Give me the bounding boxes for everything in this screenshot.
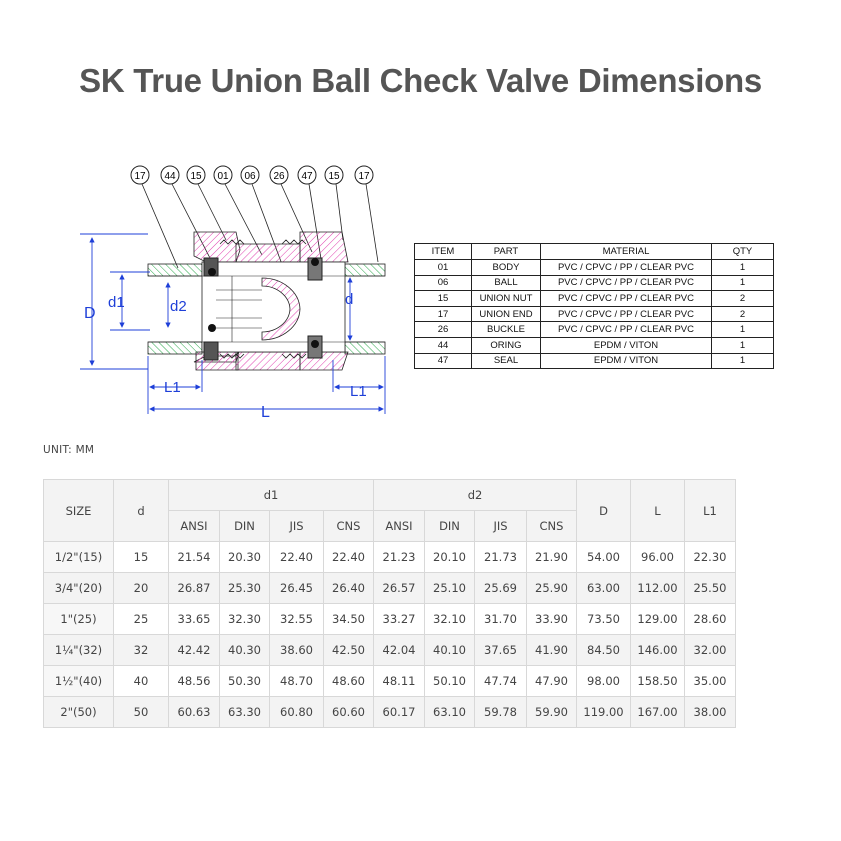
dims-cell-d1-jis: 26.45 <box>270 573 324 604</box>
dims-cell-D: 98.00 <box>577 666 631 697</box>
dims-cell-L: 146.00 <box>631 635 685 666</box>
dims-cell-d: 20 <box>114 573 169 604</box>
dims-cell-d: 32 <box>114 635 169 666</box>
parts-table-header <box>415 244 774 260</box>
dims-cell-d2-din: 20.10 <box>425 542 475 573</box>
dims-header-d1-jis: JIS <box>270 511 324 542</box>
callout-44 <box>161 166 179 184</box>
dims-cell-d1-ansi: 48.56 <box>169 666 220 697</box>
parts-cell-material: PVC / CPVC / PP / CLEAR PVC <box>541 260 712 276</box>
dims-cell-d2-ansi: 42.04 <box>374 635 425 666</box>
callout-label: 44 <box>164 171 176 182</box>
dimensions-table <box>43 479 736 728</box>
dims-header-row-1 <box>44 480 736 511</box>
parts-cell-material: PVC / CPVC / PP / CLEAR PVC <box>541 306 712 322</box>
dims-cell-d1-din: 20.30 <box>220 542 270 573</box>
parts-cell-qty: 1 <box>712 275 774 291</box>
parts-cell-item: 17 <box>415 306 472 322</box>
dims-cell-D: 84.50 <box>577 635 631 666</box>
dims-cell-L: 167.00 <box>631 697 685 728</box>
dims-cell-d2-jis: 37.65 <box>475 635 527 666</box>
dims-cell-d2-cns: 41.90 <box>527 635 577 666</box>
dims-cell-D: 54.00 <box>577 542 631 573</box>
dims-cell-d2-ansi: 48.11 <box>374 666 425 697</box>
callout-label: 15 <box>190 171 202 182</box>
parts-cell-item: 44 <box>415 337 472 353</box>
dims-cell-d1-cns: 34.50 <box>324 604 374 635</box>
dims-cell-d1-din: 32.30 <box>220 604 270 635</box>
parts-header-part: PART <box>472 244 541 260</box>
parts-cell-part: SEAL <box>472 353 541 369</box>
parts-header-material: MATERIAL <box>541 244 712 260</box>
dims-table-row <box>44 635 736 666</box>
parts-cell-part: BALL <box>472 275 541 291</box>
parts-header-item: ITEM <box>415 244 472 260</box>
dim-label-d2: d2 <box>170 298 187 315</box>
dims-cell-d2-jis: 31.70 <box>475 604 527 635</box>
parts-cell-item: 01 <box>415 260 472 276</box>
parts-cell-part: BUCKLE <box>472 322 541 338</box>
dims-cell-L: 129.00 <box>631 604 685 635</box>
dims-cell-size: 1½"(40) <box>44 666 114 697</box>
dims-cell-d: 15 <box>114 542 169 573</box>
dims-header-L: L <box>631 480 685 542</box>
parts-table <box>414 243 774 369</box>
dims-cell-d2-cns: 59.90 <box>527 697 577 728</box>
dims-cell-d2-ansi: 21.23 <box>374 542 425 573</box>
dims-cell-d1-din: 63.30 <box>220 697 270 728</box>
dims-cell-size: 1¼"(32) <box>44 635 114 666</box>
parts-cell-material: PVC / CPVC / PP / CLEAR PVC <box>541 291 712 307</box>
dims-cell-d2-din: 32.10 <box>425 604 475 635</box>
callout-label: 17 <box>358 171 370 182</box>
parts-cell-item: 15 <box>415 291 472 307</box>
dims-cell-d2-din: 50.10 <box>425 666 475 697</box>
callout-17-left <box>131 166 149 184</box>
dims-header-d: d <box>114 480 169 542</box>
dims-cell-L1: 25.50 <box>685 573 736 604</box>
dims-cell-size: 1"(25) <box>44 604 114 635</box>
dims-cell-L1: 28.60 <box>685 604 736 635</box>
dims-cell-L: 158.50 <box>631 666 685 697</box>
parts-header-qty: QTY <box>712 244 774 260</box>
dims-cell-d1-ansi: 60.63 <box>169 697 220 728</box>
unit-label: UNIT: MM <box>43 444 95 456</box>
dims-cell-D: 73.50 <box>577 604 631 635</box>
dims-cell-d2-cns: 47.90 <box>527 666 577 697</box>
dims-cell-L: 96.00 <box>631 542 685 573</box>
dim-label-d1: d1 <box>108 294 125 311</box>
dims-cell-L: 112.00 <box>631 573 685 604</box>
parts-cell-qty: 1 <box>712 260 774 276</box>
dim-label-L1-right: L1 <box>350 383 367 400</box>
dims-cell-L1: 35.00 <box>685 666 736 697</box>
parts-row <box>415 322 774 338</box>
parts-cell-qty: 2 <box>712 291 774 307</box>
dims-cell-d1-jis: 38.60 <box>270 635 324 666</box>
dims-cell-d2-jis: 47.74 <box>475 666 527 697</box>
dims-cell-L1: 38.00 <box>685 697 736 728</box>
dims-cell-d1-jis: 22.40 <box>270 542 324 573</box>
dims-cell-d1-jis: 60.80 <box>270 697 324 728</box>
dims-cell-d1-cns: 60.60 <box>324 697 374 728</box>
dims-cell-D: 119.00 <box>577 697 631 728</box>
dims-header-d2-cns: CNS <box>527 511 577 542</box>
dims-table-row <box>44 666 736 697</box>
parts-cell-item: 26 <box>415 322 472 338</box>
parts-row <box>415 291 774 307</box>
dims-cell-d2-jis: 25.69 <box>475 573 527 604</box>
dim-label-L: L <box>261 404 270 421</box>
dims-cell-d2-jis: 59.78 <box>475 697 527 728</box>
parts-row <box>415 306 774 322</box>
dims-cell-D: 63.00 <box>577 573 631 604</box>
parts-cell-qty: 1 <box>712 322 774 338</box>
dims-header-d2-jis: JIS <box>475 511 527 542</box>
dims-cell-d1-din: 50.30 <box>220 666 270 697</box>
dims-table-row <box>44 697 736 728</box>
callout-label: 15 <box>328 171 340 182</box>
dims-cell-d1-din: 40.30 <box>220 635 270 666</box>
parts-cell-material: PVC / CPVC / PP / CLEAR PVC <box>541 275 712 291</box>
dims-header-d2-din: DIN <box>425 511 475 542</box>
dims-cell-d: 25 <box>114 604 169 635</box>
parts-cell-qty: 1 <box>712 353 774 369</box>
dims-header-d2: d2 <box>374 480 577 511</box>
dims-table-row <box>44 542 736 573</box>
dims-cell-size: 3/4"(20) <box>44 573 114 604</box>
parts-row <box>415 353 774 369</box>
callout-label: 26 <box>273 171 285 182</box>
callout-label: 06 <box>244 171 256 182</box>
dims-cell-size: 1/2"(15) <box>44 542 114 573</box>
dims-cell-d2-din: 40.10 <box>425 635 475 666</box>
parts-row <box>415 275 774 291</box>
callout-06 <box>241 166 259 184</box>
parts-cell-part: UNION END <box>472 306 541 322</box>
dims-cell-d2-ansi: 33.27 <box>374 604 425 635</box>
dims-cell-d1-din: 25.30 <box>220 573 270 604</box>
dims-cell-d2-din: 25.10 <box>425 573 475 604</box>
dims-table-row <box>44 604 736 635</box>
parts-row <box>415 337 774 353</box>
dims-cell-L1: 32.00 <box>685 635 736 666</box>
parts-cell-item: 47 <box>415 353 472 369</box>
dims-header-d1-din: DIN <box>220 511 270 542</box>
dims-header-d1: d1 <box>169 480 374 511</box>
dims-table-row <box>44 573 736 604</box>
dims-cell-d2-cns: 25.90 <box>527 573 577 604</box>
parts-cell-material: PVC / CPVC / PP / CLEAR PVC <box>541 322 712 338</box>
page-title: SK True Union Ball Check Valve Dimensions <box>79 62 762 99</box>
parts-cell-qty: 2 <box>712 306 774 322</box>
dims-cell-d1-ansi: 42.42 <box>169 635 220 666</box>
parts-cell-material: EPDM / VITON <box>541 353 712 369</box>
dims-cell-d2-cns: 33.90 <box>527 604 577 635</box>
dims-body <box>44 542 736 728</box>
parts-cell-material: EPDM / VITON <box>541 337 712 353</box>
dims-header-d2-ansi: ANSI <box>374 511 425 542</box>
callout-label: 17 <box>134 171 146 182</box>
callout-balloons <box>131 166 373 184</box>
dims-cell-size: 2"(50) <box>44 697 114 728</box>
callout-15-right <box>325 166 343 184</box>
dims-cell-d1-cns: 26.40 <box>324 573 374 604</box>
dims-cell-d2-din: 63.10 <box>425 697 475 728</box>
callout-47 <box>298 166 316 184</box>
parts-cell-item: 06 <box>415 275 472 291</box>
callout-26 <box>270 166 288 184</box>
dims-cell-d1-jis: 48.70 <box>270 666 324 697</box>
dims-cell-d1-ansi: 26.87 <box>169 573 220 604</box>
dim-label-d: d <box>345 291 354 308</box>
dims-cell-d2-jis: 21.73 <box>475 542 527 573</box>
parts-cell-part: UNION NUT <box>472 291 541 307</box>
dims-cell-d1-cns: 22.40 <box>324 542 374 573</box>
dim-label-D: D <box>84 305 96 322</box>
dims-cell-d2-ansi: 26.57 <box>374 573 425 604</box>
callout-17-right <box>355 166 373 184</box>
parts-row <box>415 260 774 276</box>
dims-cell-d2-ansi: 60.17 <box>374 697 425 728</box>
parts-cell-qty: 1 <box>712 337 774 353</box>
parts-cell-part: BODY <box>472 260 541 276</box>
dims-header-size: SIZE <box>44 480 114 542</box>
dims-cell-d: 40 <box>114 666 169 697</box>
parts-cell-part: ORING <box>472 337 541 353</box>
dims-cell-d1-ansi: 21.54 <box>169 542 220 573</box>
dims-header-d1-cns: CNS <box>324 511 374 542</box>
dims-cell-d2-cns: 21.90 <box>527 542 577 573</box>
dims-header-L1: L1 <box>685 480 736 542</box>
dim-label-L1-left: L1 <box>164 379 181 396</box>
dims-cell-d1-jis: 32.55 <box>270 604 324 635</box>
valve-cross-section-drawing <box>0 150 420 430</box>
callout-15-left <box>187 166 205 184</box>
dims-header-d1-ansi: ANSI <box>169 511 220 542</box>
dims-cell-d1-cns: 42.50 <box>324 635 374 666</box>
dims-cell-L1: 22.30 <box>685 542 736 573</box>
dims-cell-d1-cns: 48.60 <box>324 666 374 697</box>
callout-01 <box>214 166 232 184</box>
callout-label: 01 <box>217 171 229 182</box>
dims-header-D: D <box>577 480 631 542</box>
dims-cell-d: 50 <box>114 697 169 728</box>
dims-cell-d1-ansi: 33.65 <box>169 604 220 635</box>
callout-label: 47 <box>301 171 313 182</box>
